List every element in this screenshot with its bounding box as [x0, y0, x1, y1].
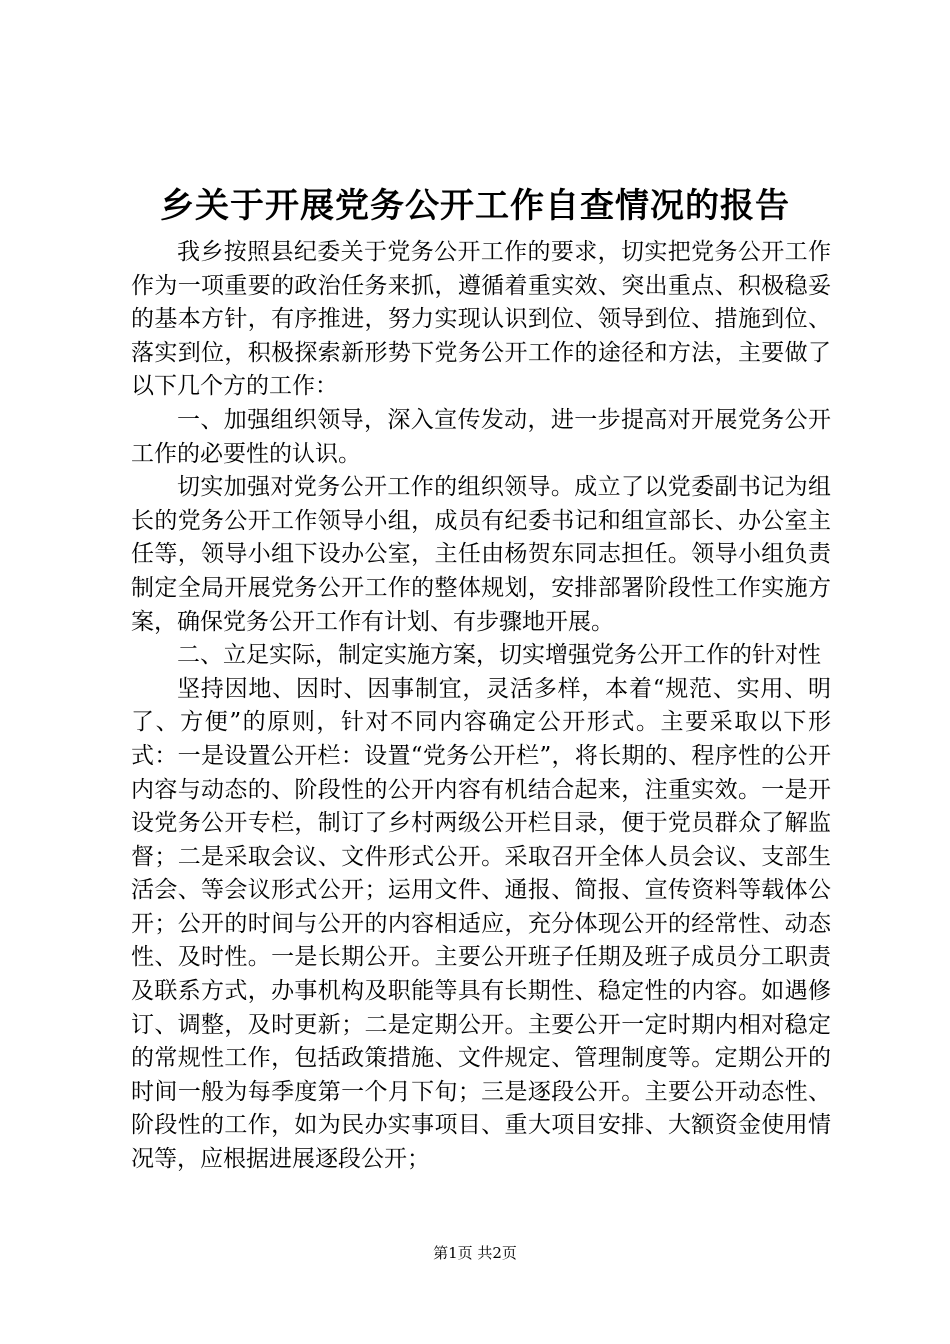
- paragraph-leadership: 切实加强对党务公开工作的组织领导。成立了以党委副书记为组长的党务公开工作领导小组，成员有纪委书记和组宣部长、办公室主任等，领导小组下设办公室，主任由杨贺东同志担任。领导小组负责制定全局开展党务公开工作的整体规划，安排部署阶段性工作实施方案，确保党务公开工作有计划、有步骤地开展。: [131, 474, 831, 635]
- paragraph-intro: 我乡按照县纪委关于党务公开工作的要求，切实把党务公开工作作为一项重要的政治任务来抓，遵循着重实效、突出重点、积极稳妥的基本方针，有序推进，努力实现认识到位、领导到位、措施到位、落实到位，积极探索新形势下党务公开工作的途径和方法，主要做了以下几个方的工作：: [131, 239, 831, 400]
- paragraph-heading-2: 二、立足实际，制定实施方案，切实增强党务公开工作的针对性: [177, 642, 821, 669]
- paragraph-forms: 坚持因地、因时、因事制宜，灵活多样，本着“规范、实用、明了、方便”的原则，针对不同内容确定公开形式。主要采取以下形式：一是设置公开栏：设置“党务公开栏”，将长期的、程序性的公开内容与动态的、阶段性的公开内容有机结合起来，注重实效。一是开设党务公开专栏，制订了乡村两级公开栏目录，便于党员群众了解监督；二是采取会议、文件形式公开。采取召开全体人员会议、支部生活会、等会议形式公开；运用文件、通报、简报、宣传资料等载体公开；公开的时间与公开的内容相适应，充分体现公开的经常性、动态性、及时性。一是长期公开。主要公开班子任期及班子成员分工职责及联系方式，办事机构及职能等具有长期性、稳定性的内容。如遇修订、调整，及时更新；二是定期公开。主要公开一定时期内相对稳定的常规性工作，包括政策措施、文件规定、管理制度等。定期公开的时间一般为每季度第一个月下旬；三是逐段公开。主要公开动态性、阶段性的工作，如为民办实事项目、重大项目安排、大额资金使用情况等，应根据进展逐段公开；: [131, 675, 831, 1173]
- document-body: [131, 236, 831, 1177]
- document-title: 乡关于开展党务公开工作自查情况的报告: [160, 186, 790, 226]
- page-number-footer: 第1页 共2页: [433, 1244, 517, 1262]
- paragraph-heading-1: 一、加强组织领导，深入宣传发动，进一步提高对开展党务公开工作的必要性的认识。: [131, 406, 831, 467]
